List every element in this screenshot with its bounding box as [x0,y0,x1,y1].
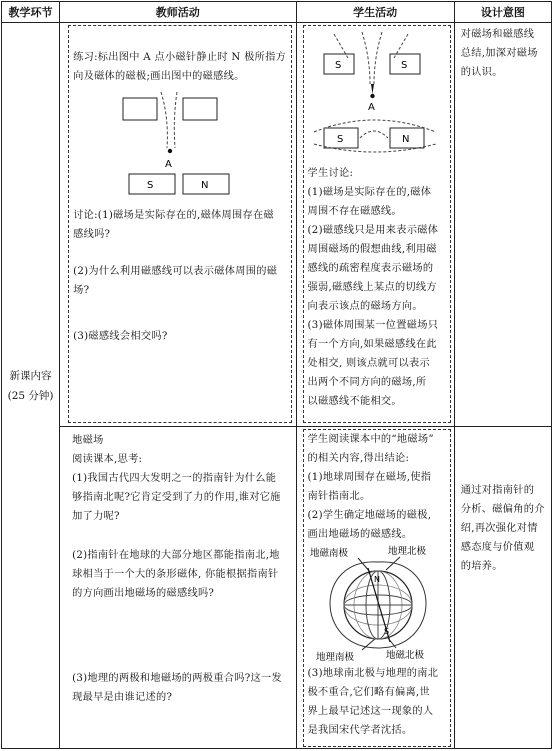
student-answer-2-line-5: 向表示该点的磁场方向。 [307,301,423,312]
reading-prompt: 阅读课本,思考: [72,454,143,465]
conclusion-1-line-2: 南针指南北。 [307,491,371,502]
discuss-line-1: 讨论:(1)磁场是实际存在的,磁体周围存在磁 [73,210,274,221]
geo-question-1-line-2: 够指南北呢?它肯定受到了力的作用,谁对它施 [72,492,281,503]
student-activity-cell-2 [296,427,454,749]
conclusion-3-line-4: 是我国宋代学者沈括。 [307,725,413,736]
conclusion-3-line-1: (3)地球南北极与地理的南北 [307,668,439,679]
header-stage: 教学环节 [2,2,60,23]
student-activity-box-1 [303,25,451,423]
lesson-plan-table [1,1,552,749]
student-answer-3-line-2: 有一个方向,如果磁感线在此 [307,339,437,350]
conclusion-3-line-3: 界上最早记述这一现象的人 [307,706,434,717]
stage-duration: (25 分钟) [7,389,54,402]
geo-question-3-line-2: 现最早是由谁记述的? [72,692,173,703]
answer-pole-n1: N [401,134,409,145]
teacher-activity-box-1 [68,25,291,423]
intent-2-line-2: 分析、磁偏角的介 [460,504,545,515]
stage-name: 新课内容 [9,369,52,382]
stage-cell [2,23,60,749]
table-row-magnetic-field-lines [2,23,552,427]
table-header-row [2,2,552,23]
pole-s-label: S [147,180,154,191]
student-activity-box-2 [303,429,451,747]
answer-pole-s2: S [400,60,407,71]
design-intent-cell-1 [454,23,551,427]
student-answer-2-line-2: 周围磁场的假想曲线,利用磁 [307,244,437,255]
intent-1-line-3: 的认识。 [460,67,503,78]
conclusion-2-line-1: (2)学生确定地磁场的磁极, [307,510,432,521]
teacher-activity-cell-1 [60,23,296,427]
header-design-intent: 设计意图 [454,2,551,23]
geo-question-2-line-3: 的方向画出地磁场的磁感线吗? [72,588,215,599]
geo-question-2-line-1: (2)指南针在地球的大部分地区都能指南北,地 [72,550,280,561]
student-intro-line-2: 的相关内容,得出结论: [307,453,410,464]
question-3: (3)磁感线会相交吗? [73,331,168,342]
student-answer-3-line-4: 出两个不同方向的磁场,所 [307,377,427,388]
pole-n-label: N [201,180,209,191]
magnet-figure-exercise [73,88,293,200]
intent-2-line-4: 感态度与价值观 [460,542,535,553]
student-activity-cell-1 [296,23,454,427]
student-intro-line-1: 学生阅读课本中的“地磁场” [307,434,434,445]
answer-pole-s1: S [334,60,341,71]
student-answer-3-line-3: 处相交, 则该点就可以表示 [307,358,430,369]
header-teacher-activity: 教师活动 [60,2,296,23]
label-mag-south: 地磁南极 [309,548,348,559]
conclusion-3-line-2: 极不重合,它们略有偏离,世 [307,687,430,698]
teacher-activity-cell-2 [60,427,296,749]
table-row-geomagnetic-field [2,427,552,749]
answer-pole-s3: S [336,134,343,145]
conclusion-1-line-1: (1)地球周围存在磁场,使指 [307,472,432,483]
student-answer-2-line-1: (2)磁感线只是用来表示磁体 [307,225,439,236]
label-mag-north: 地磁北极 [385,650,424,661]
student-discuss-title: 学生讨论: [307,168,354,179]
geo-question-1-line-1: (1)我国古代四大发明之一的指南针为什么能 [72,473,277,484]
magnet-figure-answer [304,28,450,160]
label-geo-south: 地理南极 [315,652,354,663]
header-student-activity: 学生活动 [296,2,454,23]
geo-question-2-line-2: 球相当于一个大的条形磁体, 你能根据指南针 [72,569,279,580]
globe-n-label: N [373,575,380,584]
intent-1-line-1: 对磁场和磁感线 [460,29,535,40]
student-answer-1-line-1: (1)磁场是实际存在的,磁体 [307,187,432,198]
intent-2-line-5: 的培养。 [460,561,503,572]
exercise-line-1: 练习:标出图中 A 点小磁针静止时 N 极所指方 [73,52,287,63]
discuss-line-2: 感线吗? [73,229,111,240]
label-geo-north: 地理北极 [387,546,426,557]
question-2: (2)为什么利用磁感线可以表示磁体周围的磁场? [73,266,278,296]
student-answer-3-line-5: 以磁感线不能相交。 [307,396,402,407]
geo-question-1-line-3: 加了力呢? [72,511,120,522]
student-answer-1-line-2: 周围不存在磁感线。 [307,206,402,217]
intent-2-line-3: 绍,再次强化对情 [460,523,538,534]
intent-2-line-1: 通过对指南针的 [460,485,535,496]
globe-figure [304,544,450,664]
student-answer-2-line-3: 感线的疏密程度表示磁场的 [307,263,434,274]
point-a-label: A [165,159,173,170]
geomagnetic-title: 地磁场 [72,435,104,446]
conclusion-2-line-2: 画出地磁场的磁感线。 [307,529,413,540]
answer-point-a: A [367,102,375,113]
geo-question-3-line-1: (3)地理的两极和地磁场的两极重合吗?这一发 [72,673,282,684]
design-intent-cell-2 [454,427,551,749]
intent-1-line-2: 总结,加深对磁场 [460,48,538,59]
exercise-line-2: 向及磁体的磁极;画出图中的磁感线。 [73,71,245,82]
student-answer-3-line-1: (3)磁体周围某一位置磁场只 [307,320,439,331]
student-answer-2-line-4: 强弱,磁感线上某点的切线方 [307,282,437,293]
globe-s-label: S [383,627,389,636]
